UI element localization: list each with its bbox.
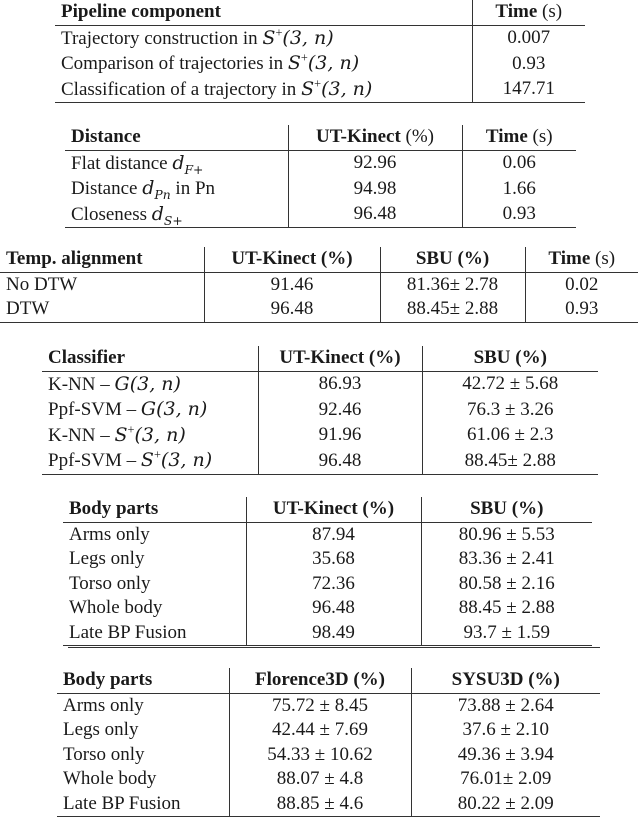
table-cell: 42.72 ± 5.68: [422, 371, 598, 397]
row-label: [57, 743, 229, 768]
header-row: [57, 668, 600, 693]
table-cell: 147.71: [472, 77, 585, 103]
table-body-parts-florence-sysu: [57, 668, 600, 817]
row-label: [55, 77, 472, 103]
row-label: [57, 767, 229, 792]
row-label: [57, 718, 229, 743]
math-symbol: G: [140, 398, 157, 420]
column-header-label: Body parts: [63, 669, 153, 690]
math-subscript: Pn: [154, 187, 171, 202]
math-subscript: F+: [184, 162, 204, 177]
table-row: [57, 767, 600, 792]
math-superscript: +: [127, 422, 135, 437]
table-cell: 93.7 ± 1.59: [421, 621, 592, 646]
row-label: [55, 51, 472, 77]
table-row: [55, 77, 585, 103]
table-cell: 86.93: [258, 371, 422, 397]
table-cell: 49.36 ± 3.94: [411, 743, 600, 768]
math-arguments: (3, n): [129, 372, 181, 395]
column-header: [258, 346, 422, 371]
row-label-text: Trajectory construction in: [61, 27, 263, 49]
row-label-text: Arms only: [63, 694, 144, 716]
table-cell: 35.68: [246, 547, 421, 572]
table-cell: 88.07 ± 4.8: [229, 767, 411, 792]
column-header-label: Time: [548, 248, 591, 269]
row-label: [57, 792, 229, 817]
row-label: [63, 621, 246, 646]
row-label-text: Torso only: [69, 572, 151, 594]
table-row: [42, 423, 598, 449]
row-label: [42, 371, 258, 397]
table-cell: 96.48: [288, 202, 462, 228]
row-label: [42, 423, 258, 449]
table-row: [0, 272, 638, 297]
table-row: [65, 176, 576, 202]
column-header: [55, 0, 472, 25]
math-symbol: S: [287, 52, 301, 74]
table-row: [63, 596, 592, 621]
table-cell: 87.94: [246, 522, 421, 547]
table-cell: 61.06 ± 2.3: [422, 423, 598, 449]
table-cell: 42.44 ± 7.69: [229, 718, 411, 743]
row-label: [65, 176, 288, 202]
table-cell: 94.98: [288, 176, 462, 202]
column-header-label: UT-Kinect (%): [231, 248, 353, 269]
column-header-label: Pipeline component: [61, 1, 221, 22]
math-symbol: d: [151, 202, 164, 225]
row-label: [57, 693, 229, 718]
row-label-text: Ppf-SVM –: [48, 399, 141, 420]
math-superscript: +: [300, 50, 308, 65]
header-row: [65, 125, 576, 150]
column-header: [422, 346, 598, 371]
table-cell: 88.85 ± 4.6: [229, 792, 411, 817]
table-cell: 0.02: [525, 272, 638, 297]
row-label-text: K-NN –: [48, 424, 115, 446]
column-header: [42, 346, 258, 371]
math-symbol: d: [172, 151, 185, 174]
table-cell: 96.48: [246, 596, 421, 621]
table-cell: 75.72 ± 8.45: [229, 693, 411, 718]
table-cell: 1.66: [462, 176, 576, 202]
column-header-label: SYSU3D (%): [451, 669, 560, 690]
column-header-label: Classifier: [48, 347, 126, 368]
table-row: [57, 792, 600, 817]
table-row: [0, 297, 638, 322]
row-label-text: Comparison of trajectories in: [61, 53, 288, 74]
table-cell: 91.46: [204, 272, 380, 297]
math-superscript: +: [275, 25, 283, 40]
table-body-parts-utk-sbu: [63, 497, 592, 646]
row-label: [63, 596, 246, 621]
math-superscript: +: [153, 447, 161, 462]
row-label: [42, 448, 258, 474]
column-header: [380, 247, 525, 272]
row-label: [63, 547, 246, 572]
math-symbol: S: [262, 26, 276, 49]
column-header-unit: (s): [527, 126, 553, 147]
row-label: [65, 202, 288, 228]
column-header-label: Florence3D (%): [255, 669, 385, 690]
table-cell: 72.36: [246, 572, 421, 597]
table-cell: 96.48: [204, 297, 380, 322]
table-cell: 98.49: [246, 621, 421, 646]
column-header-label: UT-Kinect: [315, 126, 401, 147]
row-label: [55, 25, 472, 51]
table-cell: 88.45 ± 2.88: [421, 596, 592, 621]
header-row: [55, 0, 585, 25]
table-cell: 80.22 ± 2.09: [411, 792, 600, 817]
table-row: [42, 397, 598, 423]
table-row: [65, 150, 576, 176]
column-header-label: SBU (%): [473, 347, 547, 368]
header-row: [0, 247, 638, 272]
column-header-label: SBU (%): [470, 498, 544, 519]
row-label-text: Classification of a trajectory in: [61, 78, 302, 100]
table-row: [63, 522, 592, 547]
table-row: [42, 371, 598, 397]
row-label-text: Flat distance: [71, 152, 173, 174]
math-symbol: G: [114, 372, 130, 395]
math-arguments: (3, n): [160, 449, 213, 471]
column-header: [472, 0, 585, 25]
table-row: [57, 743, 600, 768]
column-header: [65, 125, 288, 150]
row-label: [0, 272, 204, 297]
column-header-label: SBU (%): [415, 248, 490, 269]
math-arguments: (3, n): [134, 423, 186, 446]
table-cell: 92.46: [258, 397, 422, 423]
table-top-rule: [68, 647, 600, 648]
table-cell: 0.007: [472, 25, 585, 51]
row-label: [0, 297, 204, 322]
row-label-text: Legs only: [63, 719, 139, 740]
header-row: [63, 497, 592, 522]
table-row: [57, 718, 600, 743]
table-cell: 88.45± 2.88: [380, 297, 525, 322]
table-cell: 83.36 ± 2.41: [421, 547, 592, 572]
row-label-text: Whole body: [63, 768, 157, 789]
table-classifier-comparison: [42, 346, 598, 475]
row-label-text: Torso only: [63, 743, 145, 765]
row-label-text: DTW: [6, 298, 50, 319]
table-row: [57, 693, 600, 718]
table-cell: 80.58 ± 2.16: [421, 572, 592, 597]
table-pipeline-timing: [55, 0, 585, 103]
column-header-unit: (%): [400, 126, 435, 147]
math-symbol: d: [142, 177, 155, 199]
table-temporal-alignment: [0, 247, 638, 323]
table-cell: 54.33 ± 10.62: [229, 743, 411, 768]
table-cell: 73.88 ± 2.64: [411, 693, 600, 718]
table-row: [63, 572, 592, 597]
table-cell: 37.6 ± 2.10: [411, 718, 600, 743]
table-row: [55, 25, 585, 51]
column-header-label: Body parts: [69, 498, 159, 519]
math-arguments: (3, n): [282, 26, 334, 49]
column-header-unit: (s): [537, 1, 563, 22]
table-cell: 88.45± 2.88: [422, 448, 598, 474]
row-label: [42, 397, 258, 423]
table-cell: 81.36± 2.78: [380, 272, 525, 297]
table-cell: 0.93: [472, 51, 585, 77]
table-cell: 80.96 ± 5.53: [421, 522, 592, 547]
row-label-text: Legs only: [69, 548, 145, 569]
table-cell: 76.01± 2.09: [411, 767, 600, 792]
math-symbol: S: [301, 77, 315, 100]
table-row: [63, 621, 592, 646]
column-header: [288, 125, 462, 150]
row-label-text: Ppf-SVM –: [48, 450, 141, 471]
table-cell: 76.3 ± 3.26: [422, 397, 598, 423]
table-cell: 0.93: [525, 297, 638, 322]
math-symbol: S: [140, 449, 154, 471]
row-label-text: K-NN –: [48, 373, 115, 395]
table-cell: 0.93: [462, 202, 576, 228]
column-header: [462, 125, 576, 150]
column-header-unit: (s): [590, 248, 616, 269]
column-header-label: UT-Kinect (%): [279, 347, 401, 368]
column-header-label: Time: [485, 126, 528, 147]
column-header: [229, 668, 411, 693]
table-cell: 0.06: [462, 150, 576, 176]
table-distance-comparison: [65, 125, 576, 228]
column-header: [411, 668, 600, 693]
row-label: [65, 150, 288, 176]
row-label-text: Whole body: [69, 597, 163, 618]
row-label: [63, 572, 246, 597]
table-row: [55, 51, 585, 77]
row-label-text: No DTW: [6, 273, 78, 295]
math-subscript: S+: [163, 213, 183, 228]
column-header: [421, 497, 592, 522]
column-header: [0, 247, 204, 272]
row-label: [63, 522, 246, 547]
column-header: [57, 668, 229, 693]
row-label-text: Closeness: [71, 203, 152, 225]
math-arguments: (3, n): [321, 77, 373, 100]
math-arguments: (3, n): [156, 398, 208, 420]
row-label-text: Distance: [71, 178, 143, 199]
column-header-label: UT-Kinect (%): [272, 498, 395, 519]
math-arguments: (3, n): [307, 52, 360, 74]
table-row: [65, 202, 576, 228]
column-header-label: Time: [495, 1, 538, 22]
header-row: [42, 346, 598, 371]
row-label-tail: in Pn: [170, 178, 216, 199]
column-header: [525, 247, 638, 272]
table-cell: 92.96: [288, 150, 462, 176]
column-header: [63, 497, 246, 522]
math-superscript: +: [314, 76, 322, 91]
column-header-label: Temp. alignment: [6, 248, 143, 269]
table-row: [42, 448, 598, 474]
row-label-text: Late BP Fusion: [63, 792, 181, 814]
table-row: [63, 547, 592, 572]
table-cell: 96.48: [258, 448, 422, 474]
row-label-text: Arms only: [69, 523, 150, 545]
column-header-label: Distance: [71, 126, 141, 147]
row-label-text: Late BP Fusion: [69, 621, 187, 643]
column-header: [246, 497, 421, 522]
column-header: [204, 247, 380, 272]
math-symbol: S: [114, 423, 128, 446]
table-cell: 91.96: [258, 423, 422, 449]
